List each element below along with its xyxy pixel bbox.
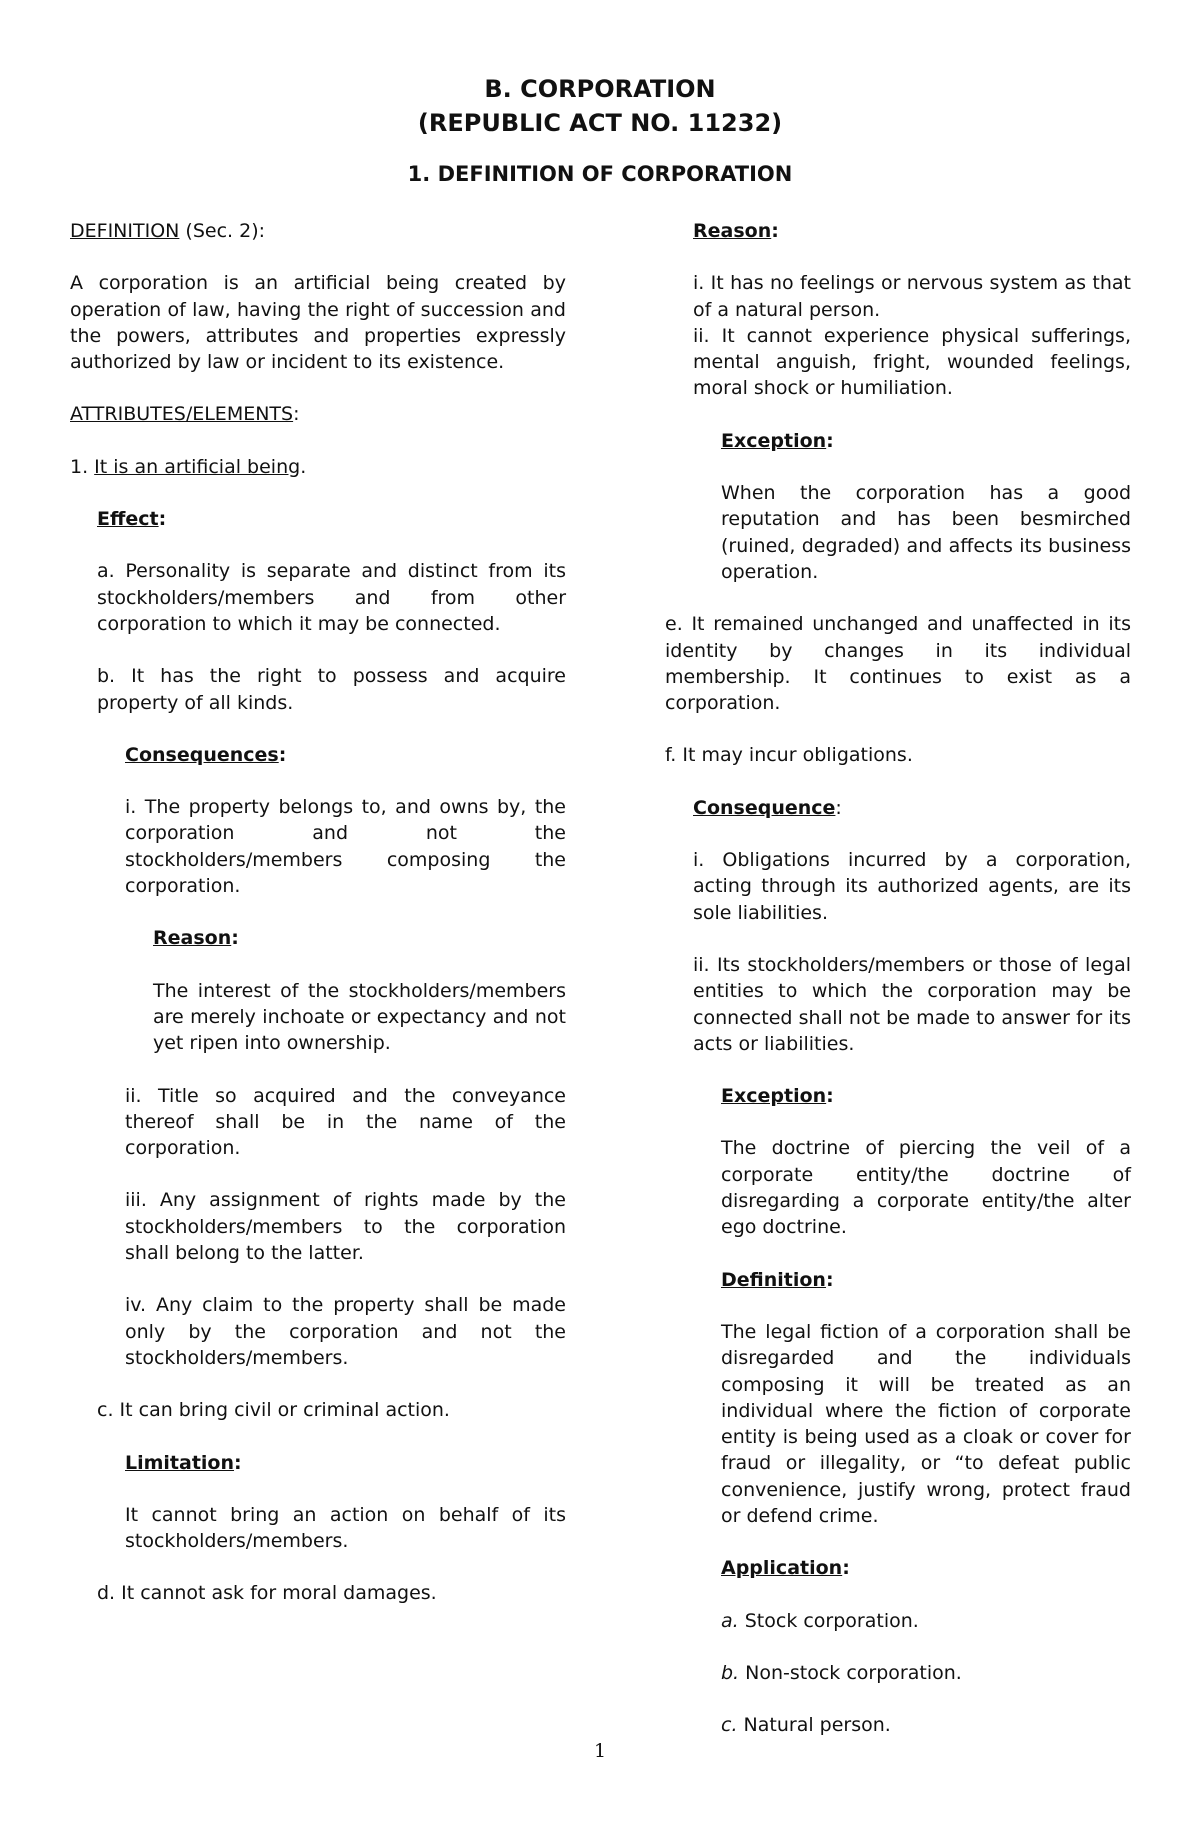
document-title: B. CORPORATION — [484, 75, 716, 103]
exception-1-label: Exception — [721, 429, 827, 452]
right-consequence-item-i: i. Obligations incurred by a corporation, acting through its authorized agents, are its sole liabilities. — [693, 849, 1131, 924]
left-column — [70, 218, 566, 1633]
limitation-heading: Limitation: — [125, 1451, 242, 1474]
limitation-label: Limitation — [125, 1451, 235, 1474]
right-reason-item-ii: ii. It cannot experience physical sufferings, mental anguish, fright, wounded feelings, moral shock or humiliation. — [693, 324, 1131, 400]
application-item-a-letter: a. — [721, 1609, 739, 1632]
attribute-item-e: e. It remained unchanged and unaffected in its identity by changes in its individual membership. It continues to exist as a corporation. — [665, 613, 1131, 715]
application-item-c — [721, 1712, 1131, 1738]
effect-item-b: b. It has the right to possess and acquire property of all kinds. — [97, 665, 566, 714]
attribute-item-1: 1. It is an artificial being. — [70, 455, 307, 478]
veil-definition-text: The legal fiction of a corporation shall be disregarded and the individuals composing it will be treated as an individual where the fiction of corporate entity is being used as a cloak or cover for fraud or illegality, or “to defeat public convenience, justify wrong, protect fraud or defend crime. — [721, 1320, 1131, 1527]
veil-definition-heading: Definition: — [721, 1268, 834, 1291]
attribute-item-f: f. It may incur obligations. — [665, 744, 913, 767]
effect-heading: Effect: — [97, 508, 167, 531]
consequences-label: Consequences — [125, 743, 279, 766]
consequence-item-iv: iv. Any claim to the property shall be made only by the corporation and not the stockholders/members. — [125, 1294, 566, 1369]
application-heading: Application: — [721, 1557, 850, 1580]
exception-1-heading: Exception: — [721, 429, 834, 452]
definition-label: DEFINITION — [70, 220, 180, 242]
effect-label: Effect — [97, 508, 159, 531]
reason-heading: Reason: — [153, 927, 239, 950]
consequence-item-i: i. The property belongs to, and owns by, the corporation and not the stockholders/members composing the corporation. — [125, 796, 566, 898]
application-item-a-text: Stock corporation. — [744, 1609, 919, 1632]
document-subtitle: (REPUBLIC ACT NO. 11232) — [417, 109, 783, 137]
right-reason-heading: Reason: — [693, 220, 779, 242]
consequence-label: Consequence — [693, 796, 836, 819]
section-title: 1. DEFINITION OF CORPORATION — [407, 162, 793, 186]
exception-1-text: When the corporation has a good reputation and has been besmirched (ruined, degraded) and affects its business operation. — [721, 482, 1131, 583]
attributes-heading: ATTRIBUTES/ELEMENTS: — [70, 403, 300, 426]
definition-section-ref: (Sec. 2): — [179, 220, 266, 242]
right-column — [665, 218, 1131, 1764]
application-label: Application — [721, 1557, 843, 1580]
right-reason-label: Reason — [693, 220, 772, 242]
effect-item-c: c. It can bring civil or criminal action. — [97, 1399, 450, 1422]
right-reason-item-i: i. It has no feelings or nervous system as that of a natural person. — [693, 272, 1131, 321]
attribute-item-1-text: It is an artificial being — [94, 455, 301, 478]
application-item-c-letter: c. — [721, 1714, 738, 1737]
consequence-item-ii: ii. Title so acquired and the conveyance thereof shall be in the name of the corporation. — [125, 1084, 566, 1160]
right-consequence-item-ii: ii. Its stockholders/members or those of legal entities to which the corporation may be connected shall not be made to answer for its acts or liabilities. — [693, 953, 1131, 1055]
right-reason-items — [693, 270, 1131, 401]
consequence-heading: Consequence: — [693, 796, 842, 819]
reason-text: The interest of the stockholders/members are merely inchoate or expectancy and not yet ripen into ownership. — [153, 979, 566, 1055]
consequences-heading: Consequences: — [125, 743, 287, 766]
page-number: 1 — [593, 1740, 607, 1762]
application-item-a — [721, 1608, 1131, 1634]
attribute-item-1-number: 1. — [70, 455, 95, 478]
exception-2-text: The doctrine of piercing the veil of a corporate entity/the doctrine of disregarding a corporate entity/the alter ego doctrine. — [721, 1137, 1131, 1239]
effect-item-a: a. Personality is separate and distinct from its stockholders/members and from other corporation to which it may be connected. — [97, 560, 566, 635]
reason-label: Reason — [153, 927, 232, 950]
definition-heading — [70, 218, 566, 244]
consequence-item-iii: iii. Any assignment of rights made by the stockholders/members to the corporation shall belong to the latter. — [125, 1189, 566, 1265]
application-item-c-text: Natural person. — [743, 1714, 891, 1737]
application-item-b-text: Non-stock corporation. — [745, 1661, 962, 1684]
title-block — [0, 72, 1200, 188]
application-item-b — [721, 1660, 1131, 1686]
exception-2-label: Exception — [721, 1085, 827, 1108]
exception-2-heading: Exception: — [721, 1085, 834, 1108]
definition-text: A corporation is an artificial being created by operation of law, having the right of succession and the powers, attributes and properties expressly authorized by law or incident to its existence. — [70, 272, 566, 374]
application-item-b-letter: b. — [721, 1661, 740, 1684]
effect-item-d: d. It cannot ask for moral damages. — [97, 1582, 437, 1605]
veil-definition-label: Definition — [721, 1268, 826, 1291]
limitation-text: It cannot bring an action on behalf of its stockholders/members. — [125, 1503, 566, 1553]
attributes-label: ATTRIBUTES/ELEMENTS — [70, 403, 294, 426]
